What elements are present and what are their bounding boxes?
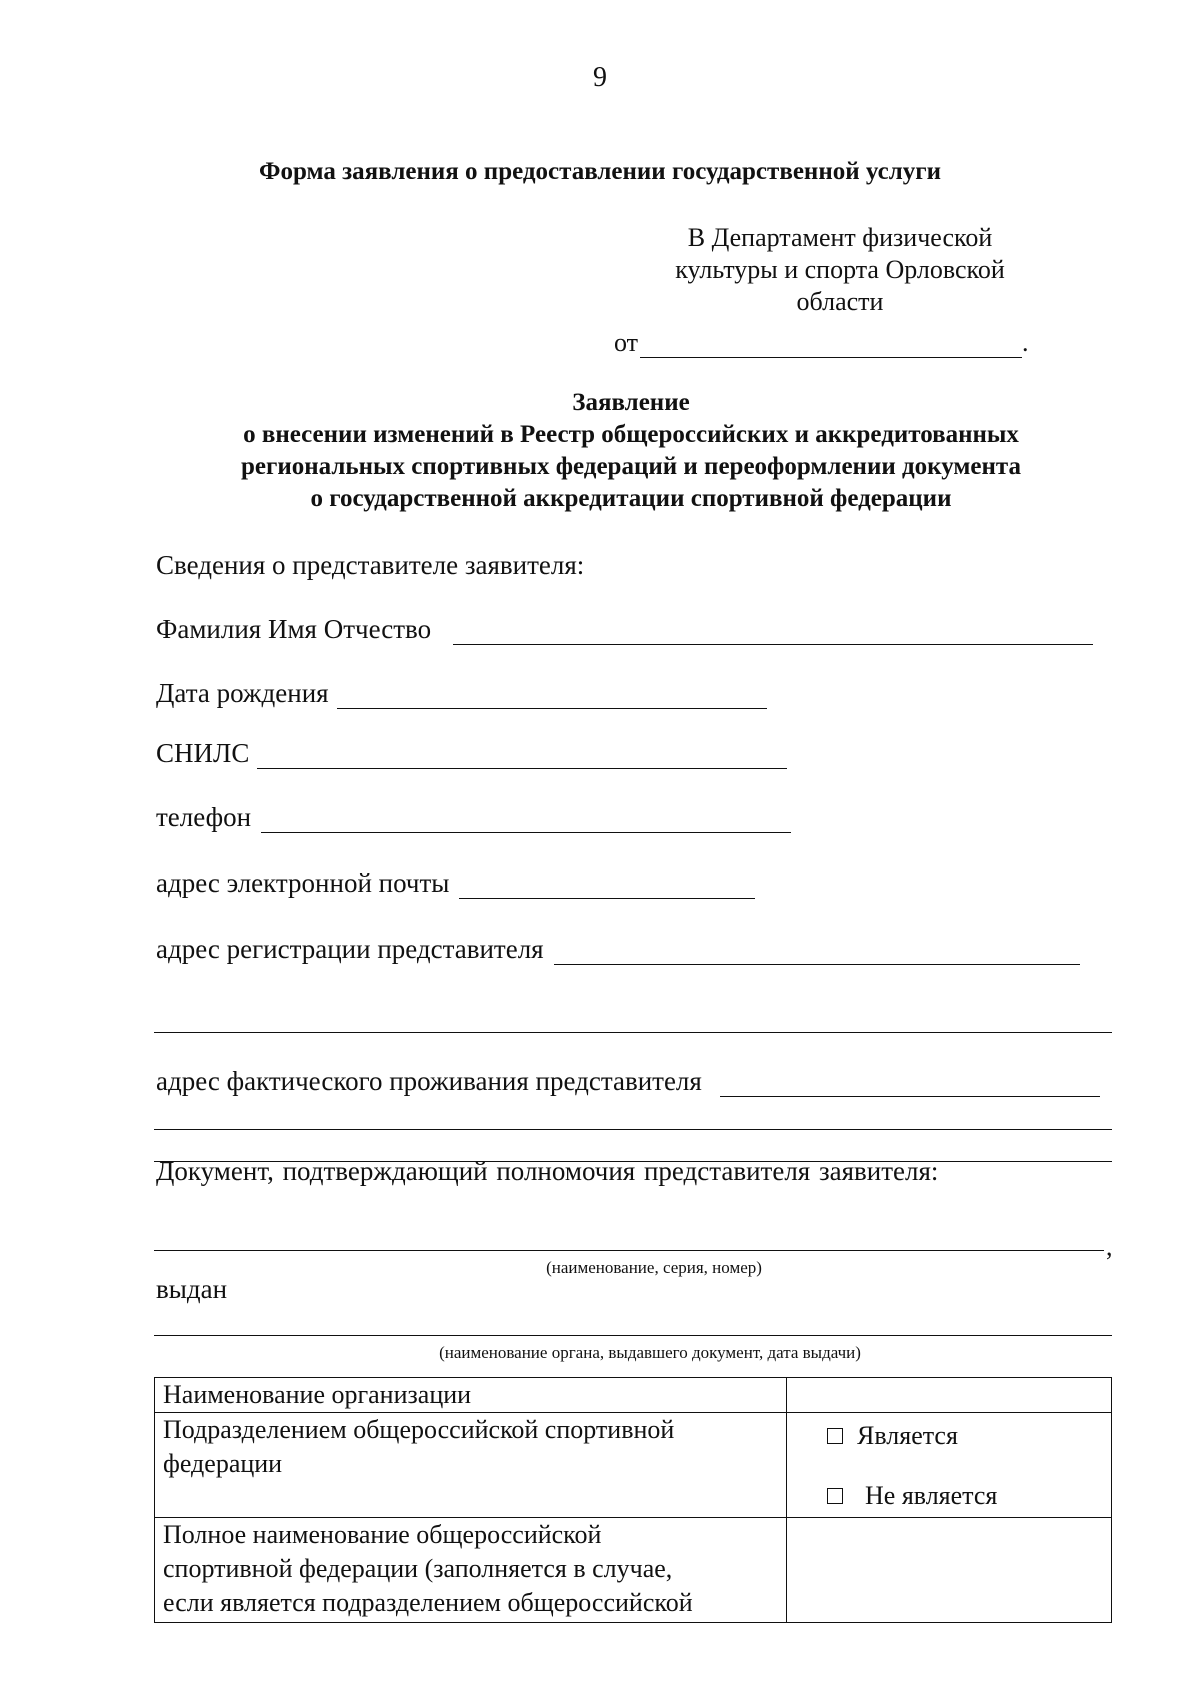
organization-name-label: Наименование организации bbox=[163, 1380, 472, 1409]
birth-date-field bbox=[156, 678, 767, 709]
full-name-label: Фамилия Имя Отчество bbox=[156, 614, 432, 644]
birth-date-label: Дата рождения bbox=[156, 678, 329, 708]
from-end: . bbox=[1022, 328, 1029, 357]
federation-name-label-cell bbox=[155, 1518, 787, 1623]
addressee-line: области bbox=[796, 287, 884, 316]
email-input-line[interactable] bbox=[459, 872, 755, 899]
federation-name-label-line: спортивной федерации (заполняется в случае, bbox=[163, 1554, 673, 1583]
addressee bbox=[640, 222, 1040, 318]
subdivision-label-cell bbox=[155, 1413, 787, 1518]
federation-name-value-cell[interactable] bbox=[787, 1518, 1112, 1623]
from-input-line[interactable] bbox=[640, 331, 1022, 358]
birth-date-input-line[interactable] bbox=[337, 682, 767, 709]
federation-name-label-line: если является подразделением общероссийской bbox=[163, 1588, 693, 1617]
registration-address-input-line[interactable] bbox=[554, 938, 1080, 965]
email-label: адрес электронной почты bbox=[156, 868, 450, 898]
document-name-caption: (наименование, серия, номер) bbox=[546, 1258, 762, 1277]
authority-document-input-line[interactable] bbox=[154, 1250, 1104, 1251]
actual-address-field bbox=[156, 1066, 1100, 1097]
from-field bbox=[614, 328, 1029, 358]
heading-line: Заявление bbox=[572, 389, 690, 416]
subdivision-label-line: Подразделением общероссийской спортивной bbox=[163, 1415, 675, 1444]
subdivision-label-line: федерации bbox=[163, 1449, 283, 1478]
page-number: 9 bbox=[593, 62, 607, 93]
subdivision-options-cell bbox=[787, 1413, 1112, 1518]
option-is-not[interactable] bbox=[827, 1479, 1103, 1513]
issuer-input-line[interactable] bbox=[154, 1335, 1112, 1336]
email-field bbox=[156, 868, 755, 899]
organization-table bbox=[154, 1377, 1112, 1623]
federation-name-label-line: Полное наименование общероссийской bbox=[163, 1520, 602, 1549]
table-row bbox=[155, 1378, 1112, 1413]
from-label: от bbox=[614, 328, 639, 357]
table-row bbox=[155, 1518, 1112, 1623]
snils-label: СНИЛС bbox=[156, 738, 250, 768]
addressee-line: культуры и спорта Орловской bbox=[675, 255, 1005, 284]
issuer-caption: (наименование органа, выдавшего документ, дата выдачи) bbox=[439, 1343, 861, 1362]
issued-label: выдан bbox=[156, 1274, 228, 1304]
actual-address-continuation-line[interactable] bbox=[154, 1129, 1112, 1130]
authority-document-comma: , bbox=[1106, 1232, 1113, 1261]
organization-name-label-cell bbox=[155, 1378, 787, 1413]
snils-input-line[interactable] bbox=[257, 742, 787, 769]
registration-address-continuation-line[interactable] bbox=[154, 1032, 1112, 1033]
application-heading bbox=[0, 387, 1200, 515]
heading-line: о государственной аккредитации спортивной федерации bbox=[310, 485, 952, 512]
actual-address-label: адрес фактического проживания представителя bbox=[156, 1066, 702, 1096]
representative-section-label: Сведения о представителе заявителя: bbox=[156, 550, 585, 580]
table-row bbox=[155, 1413, 1112, 1518]
form-title: Форма заявления о предоставлении государственной услуги bbox=[259, 158, 941, 185]
organization-name-value-cell[interactable] bbox=[787, 1378, 1112, 1413]
full-name-input-line[interactable] bbox=[453, 618, 1093, 645]
heading-line: региональных спортивных федераций и переоформлении документа bbox=[241, 453, 1021, 480]
phone-input-line[interactable] bbox=[261, 806, 791, 833]
authority-document-label: Документ, подтверждающий полномочия представителя заявителя: bbox=[156, 1156, 939, 1186]
checkbox-is-not[interactable] bbox=[827, 1488, 843, 1504]
checkbox-is[interactable] bbox=[827, 1428, 843, 1444]
full-name-field bbox=[156, 614, 1093, 645]
option-is[interactable] bbox=[827, 1419, 1103, 1453]
option-is-not-label: Не является bbox=[865, 1481, 998, 1510]
addressee-line: В Департамент физической bbox=[687, 223, 993, 252]
heading-line: о внесении изменений в Реестр общероссийских и аккредитованных bbox=[243, 421, 1019, 448]
registration-address-field bbox=[156, 934, 1080, 965]
phone-label: телефон bbox=[156, 802, 252, 832]
registration-address-label: адрес регистрации представителя bbox=[156, 934, 544, 964]
snils-field bbox=[156, 738, 787, 769]
phone-field bbox=[156, 802, 791, 833]
option-is-label: Является bbox=[857, 1421, 958, 1450]
actual-address-input-line[interactable] bbox=[720, 1070, 1100, 1097]
